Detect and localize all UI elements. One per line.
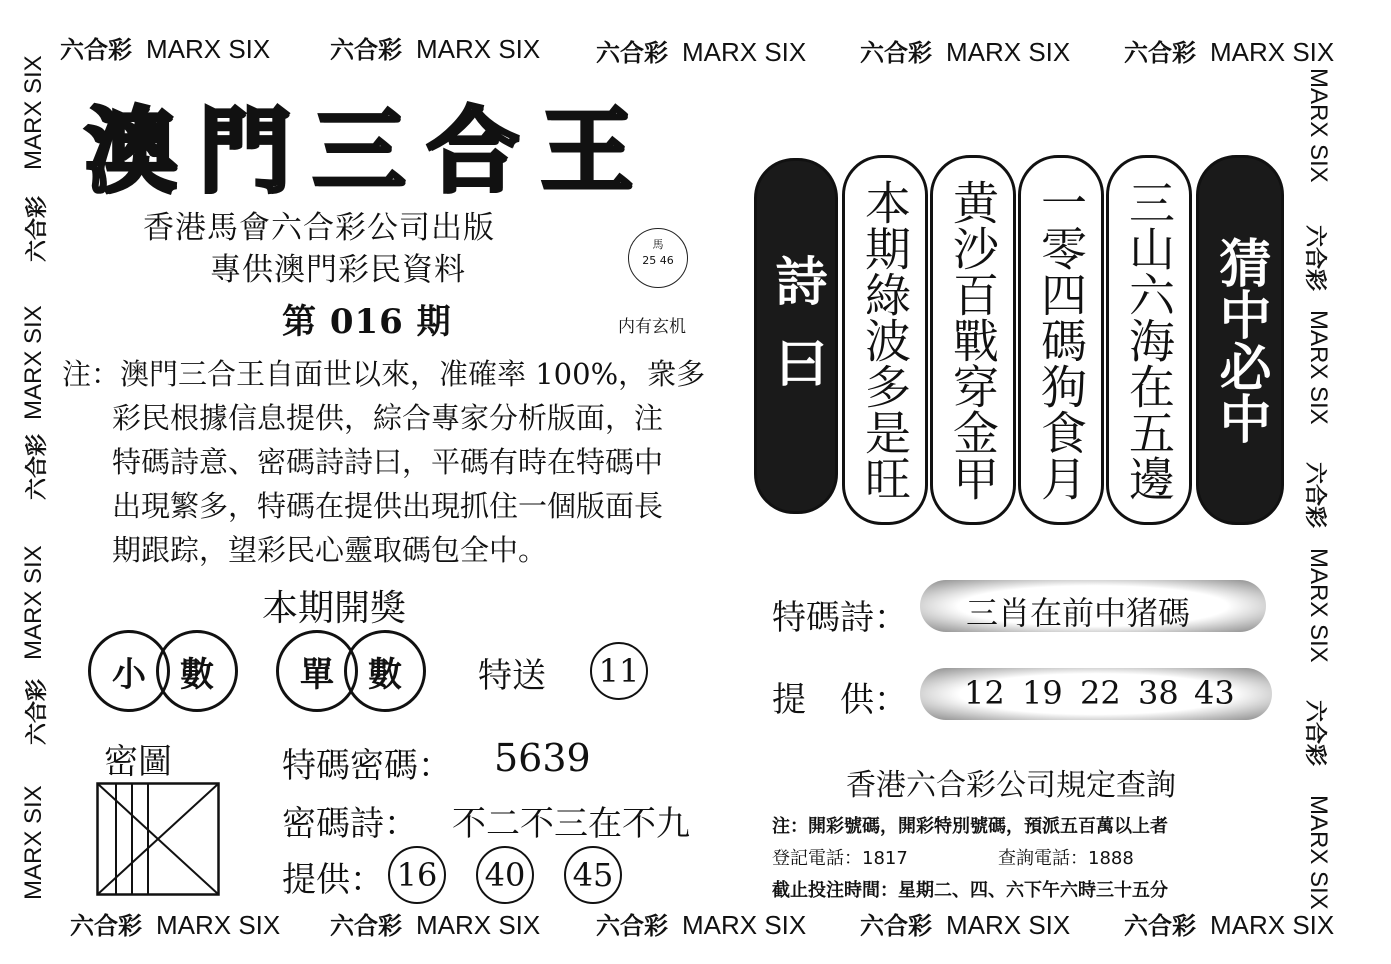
notes-paragraph bbox=[62, 352, 706, 572]
footer-note: 注：開彩號碼，開彩特別號碼，預派五百萬以上者 bbox=[772, 816, 1168, 837]
provide-number-2: 19 bbox=[1022, 674, 1063, 712]
poem-scroll-right bbox=[1196, 155, 1284, 525]
watermark-top-2: 六合彩 MARX SIX bbox=[330, 34, 541, 64]
subtitle-line: 專供澳門彩民資料 bbox=[210, 252, 466, 288]
secret-diagram bbox=[96, 782, 220, 896]
issue-number: 第 016 期 bbox=[282, 302, 452, 342]
footer-heading: 香港六合彩公司規定查詢 bbox=[846, 768, 1176, 803]
watermark-left-6: 六合彩 bbox=[25, 678, 50, 745]
note-line: 期跟踪，望彩民心靈取碼包全中。 bbox=[112, 533, 548, 567]
watermark-bottom-2: 六合彩 MARX SIX bbox=[330, 910, 541, 940]
code-value: 5639 bbox=[494, 736, 591, 780]
provide-label: 提供： bbox=[282, 860, 384, 900]
poem-column-3-text: 一零四碼狗食月 bbox=[1034, 179, 1088, 501]
note-line: 特碼詩意、密碼詩詩曰，平碼有時在特碼中 bbox=[112, 445, 664, 479]
watermark-right-2: 六合彩 bbox=[1302, 225, 1327, 292]
watermark-top-4: 六合彩 MARX SIX bbox=[860, 37, 1071, 67]
watermark-top-3: 六合彩 MARX SIX bbox=[596, 37, 807, 67]
poem-column-2-text: 黄沙百戰穿金甲 bbox=[946, 179, 1000, 501]
poem-column-1 bbox=[842, 155, 928, 525]
special-poem-label: 特碼詩： bbox=[772, 598, 908, 638]
poem-label: 密碼詩： bbox=[282, 804, 418, 844]
provide-number-5: 43 bbox=[1194, 674, 1235, 712]
parity-result bbox=[276, 630, 426, 712]
note-line: 彩民根據信息提供，綜合專家分析版面，注 bbox=[112, 401, 664, 435]
watermark-left-4: 六合彩 bbox=[25, 433, 50, 500]
poem-column-4-text: 三山六海在五邊 bbox=[1122, 179, 1176, 501]
watermark-left-7: MARX SIX bbox=[20, 785, 47, 900]
provide-number-4: 38 bbox=[1138, 674, 1179, 712]
watermark-bottom-1: 六合彩 MARX SIX bbox=[70, 910, 281, 940]
publisher-line: 香港馬會六合彩公司出版 bbox=[143, 210, 495, 246]
parity-char-1: 單 bbox=[276, 630, 358, 712]
size-char-2: 數 bbox=[156, 630, 238, 712]
stamp-line-1: 馬 bbox=[652, 238, 664, 251]
poem-scroll-left bbox=[754, 158, 838, 514]
stamp-line-2: 25 46 bbox=[642, 254, 674, 267]
poem-value: 不二不三在不九 bbox=[452, 804, 690, 844]
hint-text: 内有玄机 bbox=[618, 317, 686, 337]
watermark-right-4: 六合彩 bbox=[1302, 462, 1327, 529]
size-char-1: 小 bbox=[88, 630, 170, 712]
parity-char-2: 數 bbox=[344, 630, 426, 712]
draw-heading: 本期開獎 bbox=[262, 588, 407, 629]
provide-number-1: 12 bbox=[964, 674, 1005, 712]
diagram-label: 密圖 bbox=[104, 742, 172, 782]
stamp-seal bbox=[628, 228, 688, 288]
poem-right-text: 猜中必中 bbox=[1210, 236, 1270, 444]
poem-left-text: 詩曰 bbox=[766, 254, 826, 418]
poem-column-3 bbox=[1018, 155, 1104, 525]
watermark-bottom-3: 六合彩 MARX SIX bbox=[596, 910, 807, 940]
watermark-left-5: MARX SIX bbox=[20, 545, 47, 660]
watermark-left-2: 六合彩 bbox=[25, 195, 50, 262]
secret-number-1: 16 bbox=[388, 846, 446, 904]
watermark-left-3: MARX SIX bbox=[20, 305, 47, 420]
watermark-bottom-4: 六合彩 MARX SIX bbox=[860, 910, 1071, 940]
secret-number-3: 45 bbox=[564, 846, 622, 904]
provide-number-3: 22 bbox=[1080, 674, 1121, 712]
special-poem-value: 三肖在前中猪碼 bbox=[966, 594, 1191, 632]
code-label: 特碼密碼： bbox=[282, 746, 452, 786]
note-line: 注：澳門三合王自面世以來，准確率 100%，衆多 bbox=[62, 357, 706, 391]
watermark-right-7: MARX SIX bbox=[1305, 795, 1332, 910]
special-number: 11 bbox=[590, 642, 648, 700]
watermark-top-1: 六合彩 MARX SIX bbox=[60, 34, 271, 64]
watermark-right-6: 六合彩 bbox=[1302, 700, 1327, 767]
register-phone: 登記電話：1817 bbox=[772, 848, 908, 869]
size-result bbox=[88, 630, 238, 712]
poem-column-2 bbox=[930, 155, 1016, 525]
watermark-left-1: MARX SIX bbox=[20, 55, 47, 170]
watermark-top-5: 六合彩 MARX SIX bbox=[1124, 37, 1335, 67]
watermark-bottom-5: 六合彩 MARX SIX bbox=[1124, 910, 1335, 940]
poem-column-1-text: 本期綠波多是旺 bbox=[858, 179, 912, 501]
special-label: 特送 bbox=[478, 656, 546, 696]
provide-numbers-label: 提 供： bbox=[772, 680, 908, 720]
inquiry-phone: 查詢電話：1888 bbox=[998, 848, 1134, 869]
deadline-text: 截止投注時間：星期二、四、六下午六時三十五分 bbox=[772, 880, 1168, 901]
secret-number-2: 40 bbox=[476, 846, 534, 904]
watermark-right-5: MARX SIX bbox=[1305, 548, 1332, 663]
page-title: 澳門三合王 bbox=[85, 97, 656, 205]
watermark-right-3: MARX SIX bbox=[1305, 310, 1332, 425]
note-line: 出現繁多，特碼在提供出現抓住一個版面長 bbox=[112, 489, 664, 523]
watermark-right-1: MARX SIX bbox=[1305, 68, 1332, 183]
poem-column-4 bbox=[1106, 155, 1192, 525]
